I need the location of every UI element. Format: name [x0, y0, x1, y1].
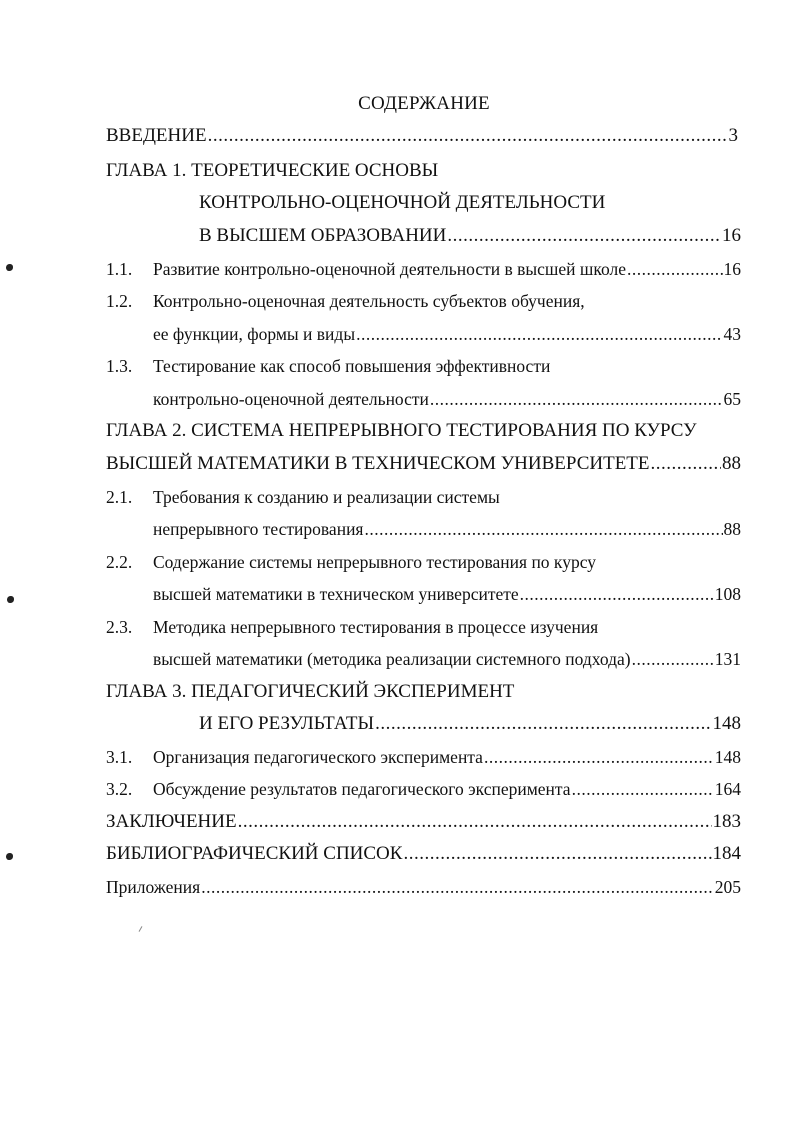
toc-entry-page: 148 [714, 747, 741, 767]
section-number: 2.3. [106, 617, 133, 637]
toc-entry-appendix[interactable]: Приложения ..... 205 [106, 876, 741, 898]
toc-entry-page: 108 [714, 584, 741, 604]
leader-dots [632, 648, 714, 670]
toc-section-2-2-cont[interactable]: высшей математики в техническом университете ..... 108 [153, 583, 741, 605]
toc-title: СОДЕРЖАНИЕ [358, 93, 490, 114]
toc-section-2-3-cont[interactable]: высшей математики (методика реализации системного подхода) ..... 131 [153, 648, 741, 670]
scan-mark [6, 264, 13, 271]
toc-entry-page: 184 [712, 843, 741, 864]
scan-speck [139, 926, 143, 932]
toc-entry-page: 3 [728, 125, 738, 146]
section-number: 3.1. [106, 747, 133, 767]
leader-dots [651, 453, 721, 475]
leader-dots [520, 583, 714, 605]
toc-chapter-1-heading-cont: КОНТРОЛЬНО-ОЦЕНОЧНОЙ ДЕЯТЕЛЬНОСТИ [199, 192, 606, 213]
toc-entry-page: 164 [714, 779, 741, 799]
toc-section-2-1-cont[interactable]: непрерывного тестирования ..... 88 [153, 518, 741, 540]
leader-dots [364, 518, 722, 540]
leader-dots [430, 388, 723, 410]
toc-section-1-2[interactable]: 1.2. Контрольно-оценочная деятельность субъектов обучения, [106, 291, 585, 311]
section-number: 2.1. [106, 487, 133, 507]
toc-entry-page: 65 [723, 389, 741, 409]
toc-section-2-1[interactable]: 2.1. Требования к созданию и реализации системы [106, 487, 500, 507]
section-number: 3.2. [106, 779, 133, 799]
toc-section-1-3[interactable]: 1.3. Тестирование как способ повышения эффективности [106, 356, 551, 376]
toc-section-2-3[interactable]: 2.3. Методика непрерывного тестирования в процессе изучения [106, 617, 599, 637]
leader-dots [375, 713, 711, 735]
toc-section-3-1[interactable]: 3.1. Организация педагогического эксперимента ..... 148 [106, 746, 741, 768]
toc-section-3-2[interactable]: 3.2. Обсуждение результатов педагогического эксперимента ..... 164 [106, 778, 741, 800]
toc-entry-page: 148 [712, 713, 741, 734]
toc-entry-conclusion[interactable]: ЗАКЛЮЧЕНИЕ ..... 183 [106, 811, 741, 833]
toc-entry-page: 205 [714, 877, 741, 897]
leader-dots [201, 876, 714, 898]
toc-chapter-1-heading[interactable]: ГЛАВА 1. ТЕОРЕТИЧЕСКИЕ ОСНОВЫ [106, 160, 439, 181]
toc-entry-page: 88 [722, 453, 741, 474]
toc-entry-page: 131 [714, 649, 741, 669]
section-number: 1.1. [106, 259, 133, 279]
section-number: 2.2. [106, 552, 133, 572]
toc-entry-page: 43 [723, 324, 741, 344]
toc-entry-page: 183 [712, 811, 741, 832]
toc-entry-page: 16 [722, 225, 741, 246]
toc-chapter-3-heading-cont[interactable]: И ЕГО РЕЗУЛЬТАТЫ ..... 148 [199, 713, 741, 735]
toc-entry-page: 88 [723, 519, 741, 539]
leader-dots [627, 258, 723, 280]
section-number: 1.3. [106, 356, 133, 376]
toc-chapter-1-heading-end[interactable]: В ВЫСШЕМ ОБРАЗОВАНИИ ..... 16 [199, 225, 741, 247]
leader-dots [238, 811, 712, 833]
toc-section-1-1[interactable]: 1.1. Развитие контрольно-оценочной деятельности в высшей школе ..... 16 [106, 258, 741, 280]
leader-dots [484, 746, 714, 768]
scan-mark [6, 853, 13, 860]
section-number: 1.2. [106, 291, 133, 311]
toc-section-1-3-cont[interactable]: контрольно-оценочной деятельности ..... 65 [153, 388, 741, 410]
toc-chapter-2-heading-cont[interactable]: ВЫСШЕЙ МАТЕМАТИКИ В ТЕХНИЧЕСКОМ УНИВЕРСИТЕТЕ ..... 88 [106, 453, 741, 475]
toc-section-1-2-cont[interactable]: ее функции, формы и виды ..... 43 [153, 323, 741, 345]
leader-dots [447, 225, 721, 247]
toc-chapter-3-heading[interactable]: ГЛАВА 3. ПЕДАГОГИЧЕСКИЙ ЭКСПЕРИМЕНТ [106, 681, 515, 702]
toc-entry-bibliography[interactable]: БИБЛИОГРАФИЧЕСКИЙ СПИСОК ..... 184 [106, 843, 741, 865]
toc-entry-intro[interactable] [106, 125, 738, 147]
toc-entry-page: 16 [723, 259, 741, 279]
toc-chapter-2-heading[interactable]: ГЛАВА 2. СИСТЕМА НЕПРЕРЫВНОГО ТЕСТИРОВАНИЯ ПО КУРСУ [106, 420, 697, 441]
leader-dots [356, 323, 722, 345]
scan-mark [7, 596, 14, 603]
leader-dots [572, 778, 714, 800]
leader-dots [208, 125, 728, 147]
toc-section-2-2[interactable]: 2.2. Содержание системы непрерывного тестирования по курсу [106, 552, 596, 572]
toc-entry-label: ВВЕДЕНИЕ [106, 125, 207, 146]
leader-dots [403, 843, 711, 865]
